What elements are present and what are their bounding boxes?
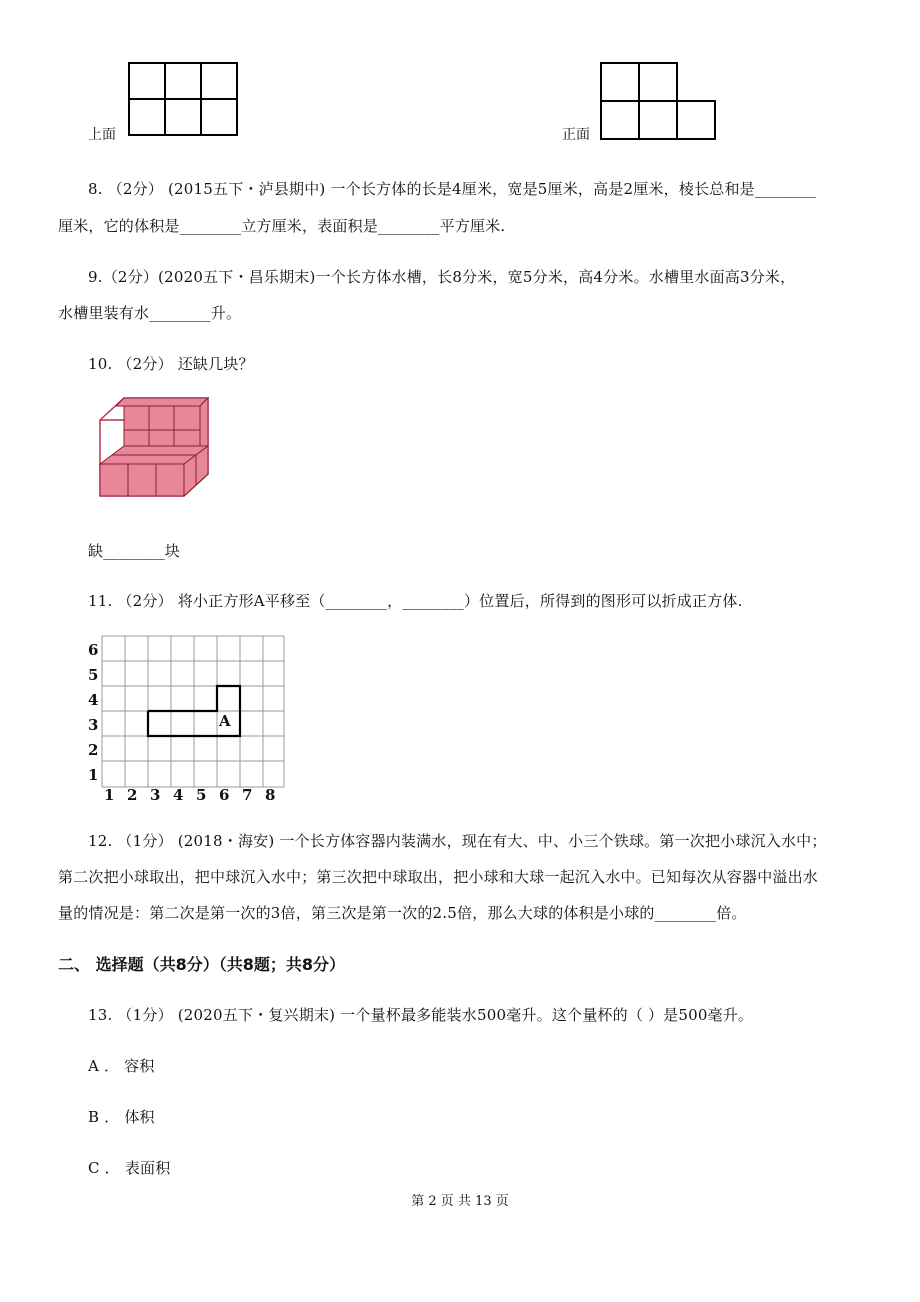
q11-line1: 11. （2分） 将小正方形A平移至（________，________）位置后，所得到的图形可以折成正方体. [88, 592, 743, 610]
grid-y-label: 4 [88, 691, 99, 709]
q10-answer: 缺________块 [88, 542, 181, 560]
q13-option-a: A ． 容积 [88, 1057, 155, 1075]
q8-line2: 厘米，它的体积是________立方厘米，表面积是________平方厘米. [58, 217, 506, 235]
grid-y-label: 5 [88, 666, 99, 684]
front-view-grid [600, 62, 720, 142]
grid-x-label: 7 [242, 786, 253, 804]
q12-line3: 量的情况是：第二次是第一次的3倍，第三次是第一次的2.5倍，那么大球的体积是小球的________倍。 [58, 904, 747, 922]
coordinate-grid [88, 632, 288, 804]
grid-y-label: 2 [88, 741, 99, 759]
grid-x-label: 8 [265, 786, 276, 804]
page-number: 第 2 页 共 13 页 [411, 1194, 509, 1209]
grid-x-label: 1 [104, 786, 115, 804]
section-heading: 二、 选择题（共8分）（共8题；共8分） [58, 955, 345, 974]
cube-figure [94, 392, 216, 504]
q9-line2: 水槽里装有水________升。 [58, 304, 242, 322]
q10-line1: 10. （2分） 还缺几块？ [88, 355, 254, 373]
q8-line1: 8. （2分） (2015五下・泸县期中) 一个长方体的长是4厘米，宽是5厘米，高是2厘米，棱长总和是________ [88, 180, 817, 198]
top-view-label: 上面 [88, 127, 116, 143]
q12-line2: 第二次把小球取出，把中球沉入水中；第三次把中球取出，把小球和大球一起沉入水中。已知每次从容器中溢出水 [58, 868, 819, 886]
square-a-label: A [219, 712, 231, 730]
front-view-label: 正面 [562, 127, 590, 143]
grid-y-label: 6 [88, 641, 99, 659]
q13-line1: 13. （1分） (2020五下・复兴期末) 一个量杯最多能装水500毫升。这个量杯的（ ）是500毫升。 [88, 1006, 754, 1024]
q13-option-c: C ． 表面积 [88, 1159, 171, 1177]
q9-line1: 9.（2分）(2020五下・昌乐期末)一个长方体水槽，长8分米，宽5分米，高4分米。水槽里水面高3分米， [88, 268, 796, 286]
grid-x-label: 6 [219, 786, 230, 804]
grid-x-label: 5 [196, 786, 207, 804]
q13-option-b: B ． 体积 [88, 1108, 155, 1126]
grid-x-label: 2 [127, 786, 138, 804]
grid-y-label: 3 [88, 716, 99, 734]
grid-y-label: 1 [88, 766, 99, 784]
top-view-grid [128, 62, 238, 136]
grid-x-label: 4 [173, 786, 184, 804]
grid-x-label: 3 [150, 786, 161, 804]
q12-line1: 12. （1分） (2018・海安) 一个长方体容器内装满水，现在有大、中、小三个铁球。第一次把小球沉入水中； [88, 832, 827, 850]
